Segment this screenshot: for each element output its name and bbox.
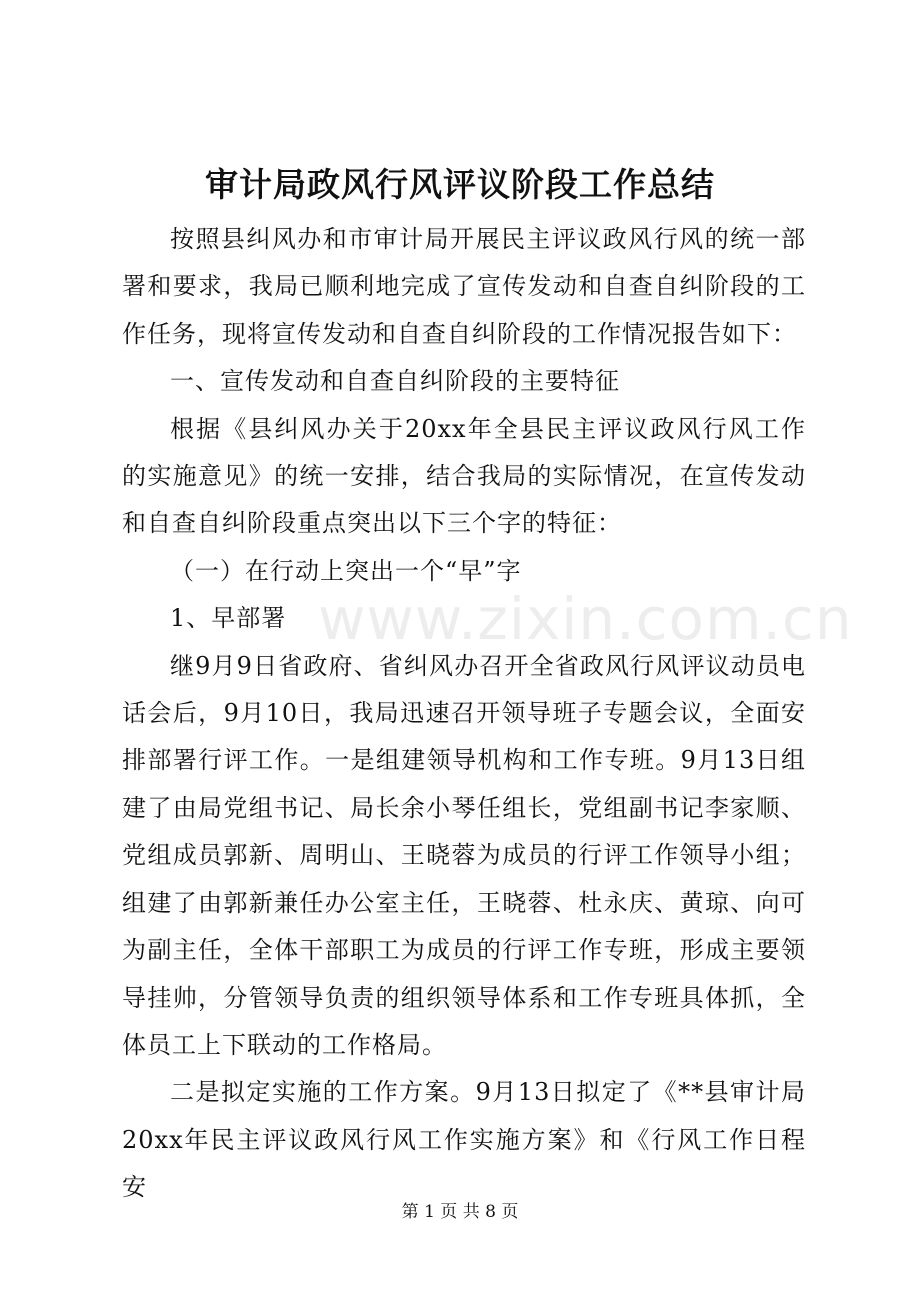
basis-paragraph: 根据《县纠风办关于20xx年全县民主评议政风行风工作的实施意见》的统一安排，结合我局的实际情况，在宣传发动和自查自纠阶段重点突出以下三个字的特征： xyxy=(122,414,806,538)
item-heading-1: 1、早部署 xyxy=(170,604,287,633)
document-body xyxy=(122,216,806,1212)
plan-paragraph: 二是拟定实施的工作方案。9月13日拟定了《**县审计局20xx年民主评议政风行风工作实施方案》和《行风工作日程安 xyxy=(122,1078,806,1202)
subsection-heading-1: （一）在行动上突出一个“早”字 xyxy=(170,556,522,585)
intro-paragraph: 按照县纠风办和市审计局开展民主评议政风行风的统一部署和要求，我局已顺利地完成了宣传发动和自查自纠阶段的工作任务，现将宣传发动和自查自纠阶段的工作情况报告如下： xyxy=(122,225,806,348)
section-heading-1: 一、宣传发动和自查自纠阶段的主要特征 xyxy=(170,367,620,396)
document-title: 审计局政风行风评议阶段工作总结 xyxy=(205,165,715,204)
deployment-paragraph: 继9月9日省政府、省纠风办召开全省政风行风评议动员电话会后，9月10日，我局迅速召开领导班子专题会议，全面安排部署行评工作。一是组建领导机构和工作专班。9月13日组建了由局党组书记、局长余小琴任组长，党组副书记李家顺、党组成员郭新、周明山、王晓蓉为成员的行评工作领导小组；组建了由郭新兼任办公室主任，王晓蓉、杜永庆、黄琼、向可为副主任，全体干部职工为成员的行评工作专班，形成主要领导挂帅，分管领导负责的组织领导体系和工作专班具体抓，全体员工上下联动的工作格局。 xyxy=(122,651,806,1059)
page-number-footer: 第 1 页 共 8 页 xyxy=(401,1202,519,1222)
watermark-text: www.zixin.com.cn xyxy=(318,585,853,653)
